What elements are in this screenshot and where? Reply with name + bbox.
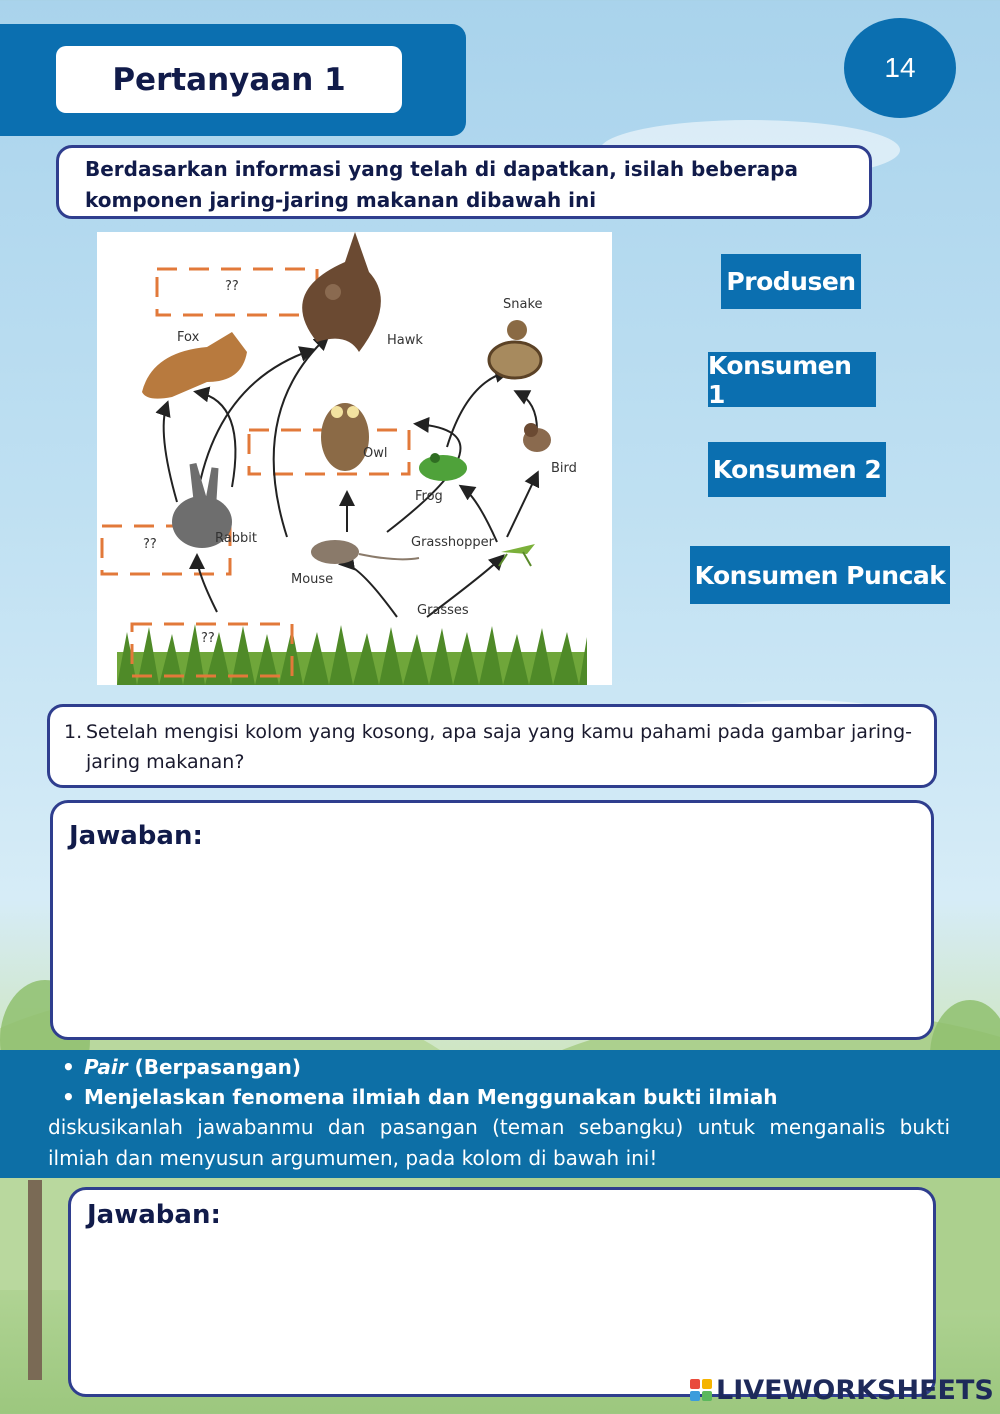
label-konsumen-1[interactable] (708, 352, 876, 407)
question-number: 1. (64, 721, 83, 743)
instruction-line-2: komponen jaring-jaring makanan dibawah ini (85, 188, 597, 212)
question-text: Setelah mengisi kolom yang kosong, apa saja yang kamu pahami pada gambar jaring-jaring makanan? (86, 721, 912, 773)
hawk-icon (302, 232, 381, 352)
mouse-icon (311, 540, 419, 564)
food-web-label-frog: Frog (415, 489, 443, 504)
label-konsumen-1-text: Konsumen 1 (708, 350, 852, 409)
activity-band (0, 1050, 1000, 1178)
answer-label-2: Jawaban: (87, 1200, 221, 1230)
liveworksheets-grid-icon (690, 1379, 712, 1401)
food-web-label-owl: Owl (363, 446, 388, 461)
label-konsumen-2[interactable] (708, 442, 886, 497)
food-web-diagram (97, 232, 612, 685)
label-konsumen-puncak-text: Konsumen Puncak (694, 560, 946, 590)
answer-box-1[interactable] (50, 800, 934, 1040)
activity-item-pair-rest: (Berpasangan) (127, 1055, 302, 1079)
activity-list (62, 1052, 778, 1112)
liveworksheets-logo (690, 1372, 994, 1408)
snake-icon (489, 320, 541, 378)
food-web-label-grasshopper: Grasshopper (411, 535, 494, 550)
food-web-image (97, 232, 612, 685)
page-number: 14 (884, 52, 916, 83)
food-web-label-fox: Fox (177, 330, 200, 345)
answer-label-1: Jawaban: (69, 821, 203, 851)
title-box (56, 46, 402, 113)
grass-icon (117, 624, 587, 685)
food-web-label-bird: Bird (551, 461, 577, 476)
food-web-label-hawk: Hawk (387, 333, 423, 348)
blank-marker-rabbit: ?? (143, 537, 157, 552)
instruction-box (56, 145, 872, 219)
food-web-label-rabbit: Rabbit (215, 531, 257, 546)
blank-marker-top: ?? (225, 279, 239, 294)
owl-icon (321, 403, 369, 471)
label-produsen-text: Produsen (726, 267, 856, 296)
activity-item-pair-em: Pair (84, 1055, 128, 1079)
blank-marker-grass: ?? (201, 631, 215, 646)
tree-trunk (28, 1180, 42, 1380)
grasshopper-icon (499, 544, 535, 566)
page-title: Pertanyaan 1 (112, 61, 346, 98)
liveworksheets-text: LIVEWORKSHEETS (716, 1374, 994, 1406)
food-web-label-grasses: Grasses (417, 603, 469, 618)
food-web-label-mouse: Mouse (291, 572, 334, 587)
answer-box-2[interactable] (68, 1187, 936, 1397)
instruction-line-1: Berdasarkan informasi yang telah di dapatkan, isilah beberapa (85, 157, 798, 181)
page-number-badge (844, 18, 956, 118)
activity-item-explain: • Menjelaskan fenomena ilmiah dan Menggunakan bukti ilmiah (62, 1082, 778, 1112)
food-web-label-snake: Snake (503, 297, 543, 312)
label-produsen[interactable] (721, 254, 861, 309)
label-konsumen-puncak[interactable] (690, 546, 950, 604)
question-box (47, 704, 937, 788)
bird-icon (523, 423, 551, 452)
activity-item-pair (62, 1052, 778, 1082)
label-konsumen-2-text: Konsumen 2 (712, 455, 882, 484)
activity-instruction: diskusikanlah jawabanmu dan pasangan (teman sebangku) untuk menganalis bukti ilmiah dan menyusun argumumen, pada kolom di bawah ini! (48, 1115, 950, 1170)
